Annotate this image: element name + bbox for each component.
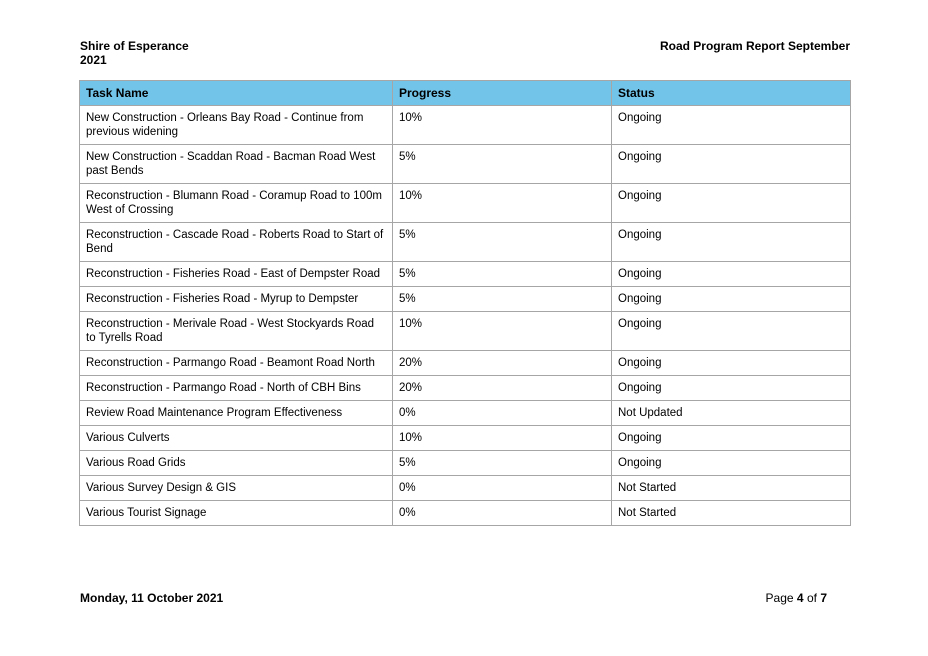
task-name-cell: Reconstruction - Parmango Road - North of CBH Bins [80, 376, 393, 401]
progress-cell: 5% [393, 262, 612, 287]
progress-cell: 10% [393, 426, 612, 451]
organization-name: Shire of Esperance [80, 39, 189, 53]
column-header-task-name: Task Name [80, 81, 393, 106]
progress-cell: 5% [393, 287, 612, 312]
table-row [80, 426, 851, 451]
task-name-cell: Reconstruction - Fisheries Road - East of Dempster Road [80, 262, 393, 287]
status-cell: Ongoing [612, 223, 851, 262]
page-number [766, 591, 827, 605]
road-program-table [79, 80, 851, 526]
progress-cell: 20% [393, 351, 612, 376]
table-header-row [80, 81, 851, 106]
table-row [80, 184, 851, 223]
task-name-cell: New Construction - Orleans Bay Road - Continue from previous widening [80, 106, 393, 145]
status-cell: Ongoing [612, 106, 851, 145]
status-cell: Not Started [612, 501, 851, 526]
status-cell: Ongoing [612, 351, 851, 376]
task-name-cell: Reconstruction - Parmango Road - Beamont Road North [80, 351, 393, 376]
organization-header [80, 39, 189, 67]
task-name-cell: Various Survey Design & GIS [80, 476, 393, 501]
status-cell: Ongoing [612, 184, 851, 223]
table-row [80, 223, 851, 262]
table-row [80, 401, 851, 426]
progress-cell: 5% [393, 223, 612, 262]
progress-cell: 0% [393, 501, 612, 526]
status-cell: Ongoing [612, 451, 851, 476]
report-title: Road Program Report September [659, 39, 850, 53]
progress-cell: 5% [393, 145, 612, 184]
progress-cell: 5% [393, 451, 612, 476]
progress-cell: 0% [393, 401, 612, 426]
report-date: Monday, 11 October 2021 [80, 591, 224, 605]
table-row [80, 501, 851, 526]
table-row [80, 476, 851, 501]
status-cell: Not Updated [612, 401, 851, 426]
task-name-cell: Review Road Maintenance Program Effectiveness [80, 401, 393, 426]
status-cell: Ongoing [612, 262, 851, 287]
progress-cell: 10% [393, 106, 612, 145]
page-current: 4 [796, 591, 804, 605]
table-row [80, 287, 851, 312]
task-name-cell: Various Culverts [80, 426, 393, 451]
table-row [80, 312, 851, 351]
task-name-cell: Reconstruction - Fisheries Road - Myrup to Dempster [80, 287, 393, 312]
page-total: 7 [820, 591, 827, 605]
status-cell: Ongoing [612, 287, 851, 312]
table-row [80, 145, 851, 184]
status-cell: Ongoing [612, 145, 851, 184]
organization-year: 2021 [80, 53, 107, 67]
task-name-cell: Various Tourist Signage [80, 501, 393, 526]
progress-cell: 0% [393, 476, 612, 501]
table-row [80, 351, 851, 376]
status-cell: Not Started [612, 476, 851, 501]
table-row [80, 451, 851, 476]
task-name-cell: Reconstruction - Cascade Road - Roberts Road to Start of Bend [80, 223, 393, 262]
task-name-cell: Various Road Grids [80, 451, 393, 476]
status-cell: Ongoing [612, 426, 851, 451]
table-row [80, 262, 851, 287]
task-name-cell: Reconstruction - Merivale Road - West Stockyards Road to Tyrells Road [80, 312, 393, 351]
progress-cell: 20% [393, 376, 612, 401]
task-name-cell: Reconstruction - Blumann Road - Coramup Road to 100m West of Crossing [80, 184, 393, 223]
table-row [80, 376, 851, 401]
progress-cell: 10% [393, 312, 612, 351]
progress-cell: 10% [393, 184, 612, 223]
column-header-progress: Progress [393, 81, 612, 106]
status-cell: Ongoing [612, 376, 851, 401]
page-prefix: Page [765, 591, 794, 605]
task-name-cell: New Construction - Scaddan Road - Bacman Road West past Bends [80, 145, 393, 184]
page-of: of [806, 591, 817, 605]
status-cell: Ongoing [612, 312, 851, 351]
column-header-status: Status [612, 81, 851, 106]
table-row [80, 106, 851, 145]
